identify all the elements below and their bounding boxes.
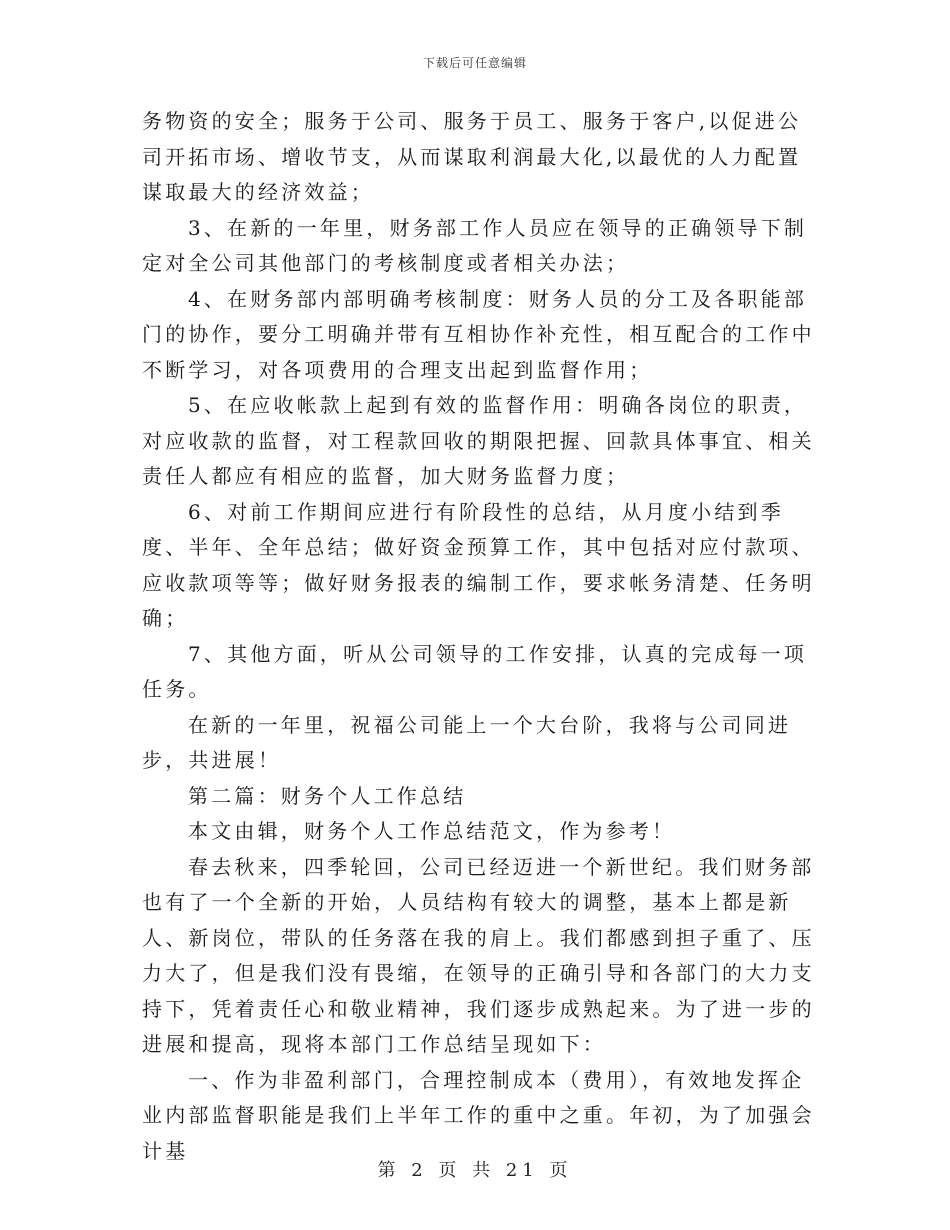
document-body [142,104,822,1169]
paragraph: 本文由辑，财务个人工作总结范文，作为参考！ [188,819,676,843]
paragraph: 6、对前工作期间应进行有阶段性的总结，从月度小结到季度、半年、全年总结；做好资金预算工作，其中包括对应付款项、应收款项等等；做好财务报表的编制工作，要求帐务清楚、任务明确； [142,499,815,630]
paragraph: 7、其他方面，听从公司领导的工作安排，认真的完成每一项任务。 [142,641,808,701]
paragraph: 务物资的安全；服务于公司、服务于员工、服务于客户,以促进公司开拓市场、增收节支，从而谋取利润最大化,以最优的人力配置谋取最大的经济效益； [142,109,802,204]
paragraph: 春去秋来，四季轮回，公司已经迈进一个新世纪。我们财务部也有了一个全新的开始，人员结构有较大的调整，基本上都是新人、新岗位，带队的任务落在我的肩上。我们都感到担子重了、压力大了，但是我们没有畏缩，在领导的正确引导和各部门的大力支持下，凭着责任心和敬业精神，我们逐步成熟起来。为了进一步的进展和提高，现将本部门工作总结呈现如下： [142,854,815,1056]
paragraph: 3、在新的一年里，财务部工作人员应在领导的正确领导下制定对全公司其他部门的考核制度或者相关办法； [142,215,808,275]
paragraph: 5、在应收帐款上起到有效的监督作用：明确各岗位的职责，对应收款的监督，对工程款回收的期限把握、回款具体事宜、相关责任人都应有相应的监督，加大财务监督力度； [142,393,815,488]
paragraph: 4、在财务部内部明确考核制度：财务人员的分工及各职能部门的协作，要分工明确并带有互相协作补充性，相互配合的工作中不断学习，对各项费用的合理支出起到监督作用； [142,286,815,382]
section-heading: 第二篇：财务个人工作总结 [188,783,467,808]
page-header: 下载后可任意编辑 [422,56,527,70]
paragraph: 一、作为非盈利部门，合理控制成本（费用），有效地发挥企业内部监督职能是我们上半年工作的重中之重。年初，为了加强会计基 [142,1067,815,1163]
paragraph: 在新的一年里，祝福公司能上一个大台阶，我将与公司同进步，共进展！ [142,712,792,772]
page-footer: 第 2 页 共 21 页 [377,1160,573,1181]
